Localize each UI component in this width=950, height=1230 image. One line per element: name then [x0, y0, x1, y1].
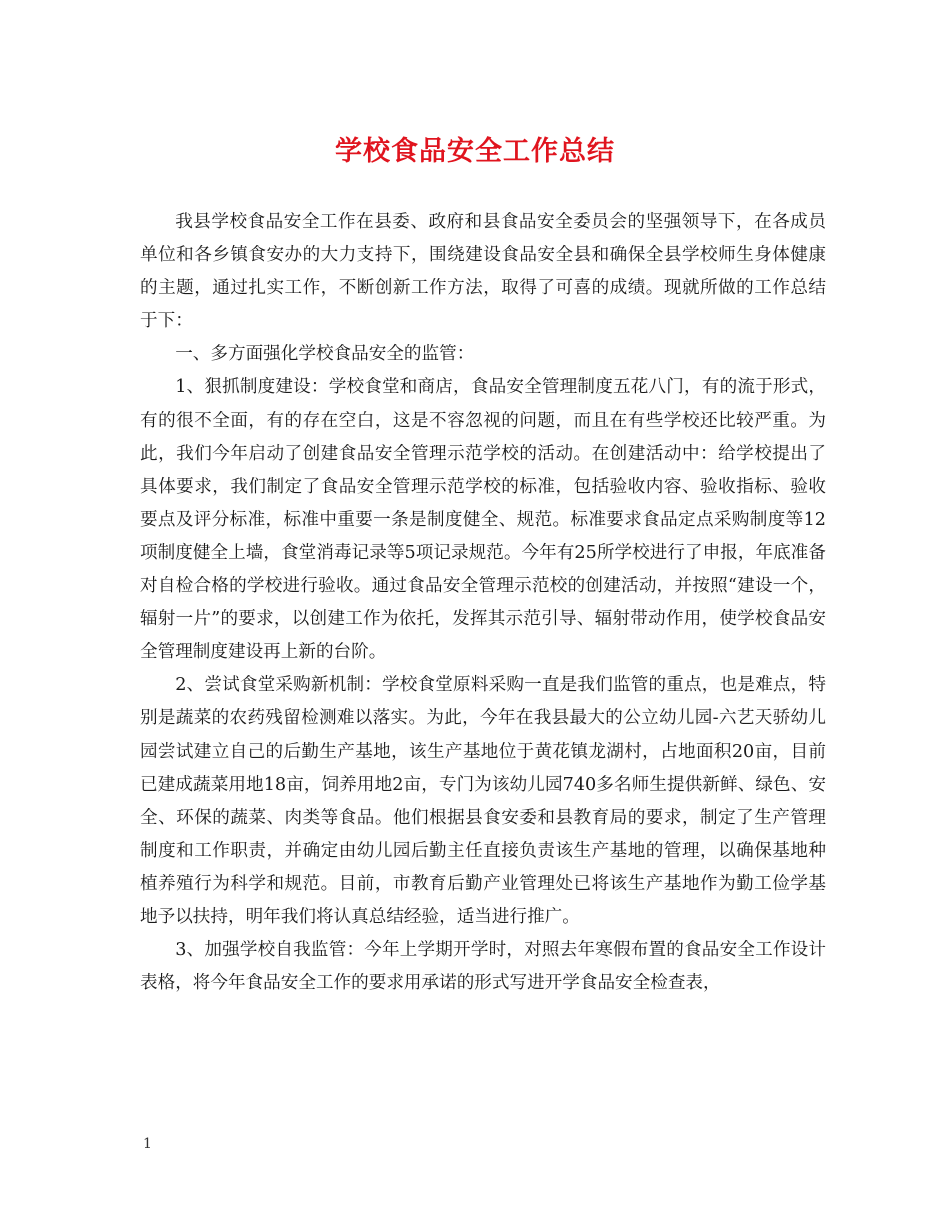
paragraph-item-3: 3、加强学校自我监管：今年上学期开学时，对照去年寒假布置的食品安全工作设计表格，将今年食品安全工作的要求用承诺的形式写进开学食品安全检查表， — [140, 940, 826, 994]
paragraph-item-1: 1、狠抓制度建设：学校食堂和商店，食品安全管理制度五花八门，有的流于形式，有的很不全面，有的存在空白，这是不容忽视的问题，而且在有些学校还比较严重。为此，我们今年启动了创建食品安全管理示范学校的活动。在创建活动中：给学校提出了具体要求，我们制定了食品安全管理示范学校的标准，包括验收内容、验收指标、验收要点及评分标准，标准中重要一条是制度健全、规范。标准要求食品定点采购制度等12项制度健全上墙，食堂消毒记录等5项记录规范。今年有25所学校进行了申报，年底准备对自检合格的学校进行验收。通过食品安全管理示范校的创建活动，并按照“建设一个，辐射一片”的要求，以创建工作为依托，发挥其示范引导、辐射带动作用，使学校食品安全管理制度建设再上新的台阶。 — [140, 377, 826, 663]
document-body — [140, 206, 826, 1000]
document-title: 学校食品安全工作总结 — [335, 136, 615, 167]
paragraph-intro: 我县学校食品安全工作在县委、政府和县食品安全委员会的坚强领导下，在各成员单位和各乡镇食安办的大力支持下，围绕建设食品安全县和确保全县学校师生身体健康的主题，通过扎实工作，不断创新工作方法，取得了可喜的成绩。现就所做的工作总结于下： — [140, 212, 826, 332]
paragraph-section-heading: 一、多方面强化学校食品安全的监管： — [175, 344, 475, 365]
paragraph-item-2: 2、尝试食堂采购新机制：学校食堂原料采购一直是我们监管的重点，也是难点，特别是蔬菜的农药残留检测难以落实。为此，今年在我县最大的公立幼儿园-六艺天骄幼儿园尝试建立自己的后勤生产基地，该生产基地位于黄花镇龙湖村，占地面积20亩，目前已建成蔬菜用地18亩，饲养用地2亩，专门为该幼儿园740多名师生提供新鲜、绿色、安全、环保的蔬菜、肉类等食品。他们根据县食安委和县教育局的要求，制定了生产管理制度和工作职责，并确定由幼儿园后勤主任直接负责该生产基地的管理，以确保基地种植养殖行为科学和规范。目前，市教育后勤产业管理处已将该生产基地作为勤工俭学基地予以扶持，明年我们将认真总结经验，适当进行推广。 — [140, 675, 826, 927]
page-number: 1 — [143, 1136, 152, 1152]
